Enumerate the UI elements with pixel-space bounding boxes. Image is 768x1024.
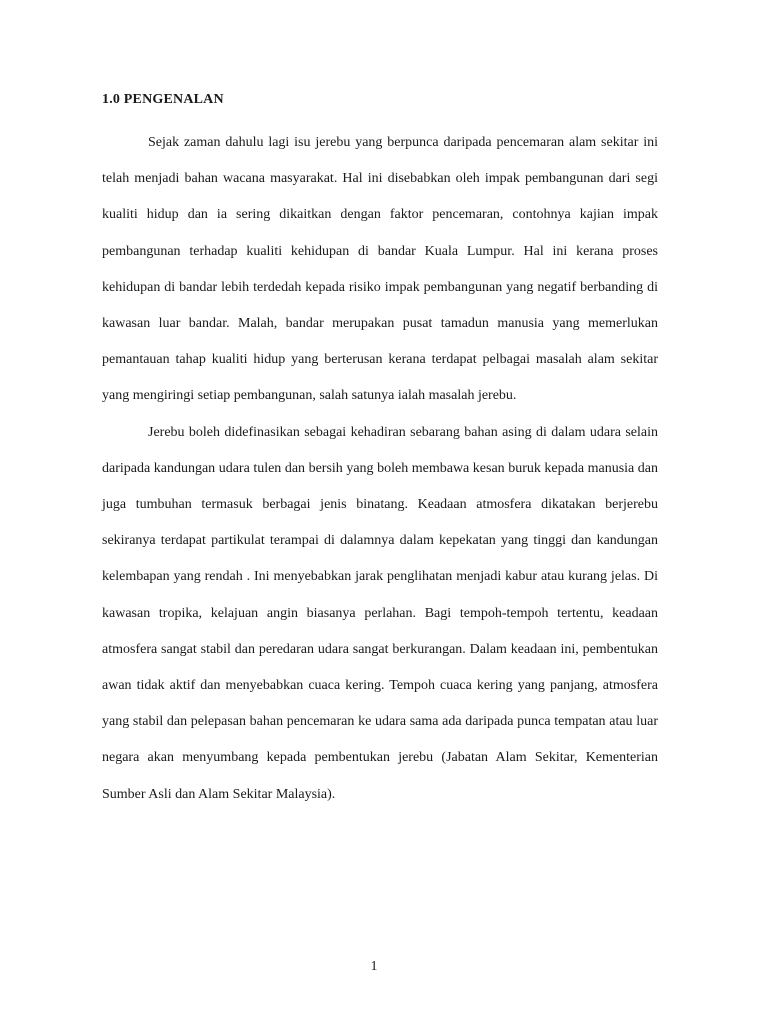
section-heading: 1.0 PENGENALAN	[102, 92, 224, 107]
page-number: 1	[370, 959, 378, 974]
body-text	[102, 125, 658, 813]
paragraph-haze-definition: Jerebu boleh didefinasikan sebagai kehadiran sebarang bahan asing di dalam udara selain daripada kandungan udara tulen dan bersih yang boleh membawa kesan buruk kepada manusia dan juga tumbuhan termasuk berbagai jenis binatang. Keadaan atmosfera dikatakan berjerebu sekiranya terdapat partikulat terampai di dalamnya dalam kepekatan yang tinggi dan kandungan kelembapan yang rendah . Ini menyebabkan jarak penglihatan menjadi kabur atau kurang jelas. Di kawasan tropika, kelajuan angin biasanya perlahan. Bagi tempoh-tempoh tertentu, keadaan atmosfera sangat stabil dan peredaran udara sangat berkurangan. Dalam keadaan ini, pembentukan awan tidak aktif dan menyebabkan cuaca kering. Tempoh cuaca kering yang panjang, atmosfera yang stabil dan pelepasan bahan pencemaran ke udara sama ada daripada punca tempatan atau luar negara akan menyumbang kepada pembentukan jerebu (Jabatan Alam Sekitar, Kementerian Sumber Asli dan Alam Sekitar Malaysia).	[102, 424, 658, 802]
paragraph-introduction: Sejak zaman dahulu lagi isu jerebu yang berpunca daripada pencemaran alam sekitar ini telah menjadi bahan wacana masyarakat. Hal ini disebabkan oleh impak pembangunan dari segi kualiti hidup dan ia sering dikaitkan dengan faktor pencemaran, contohnya kajian impak pembangunan terhadap kualiti kehidupan di bandar Kuala Lumpur. Hal ini kerana proses kehidupan di bandar lebih terdedah kepada risiko impak pembangunan yang negatif berbanding di kawasan luar bandar. Malah, bandar merupakan pusat tamadun manusia yang memerlukan pemantauan tahap kualiti hidup yang berterusan kerana terdapat pelbagai masalah alam sekitar yang mengiringi setiap pembangunan, salah satunya ialah masalah jerebu.	[102, 135, 658, 404]
